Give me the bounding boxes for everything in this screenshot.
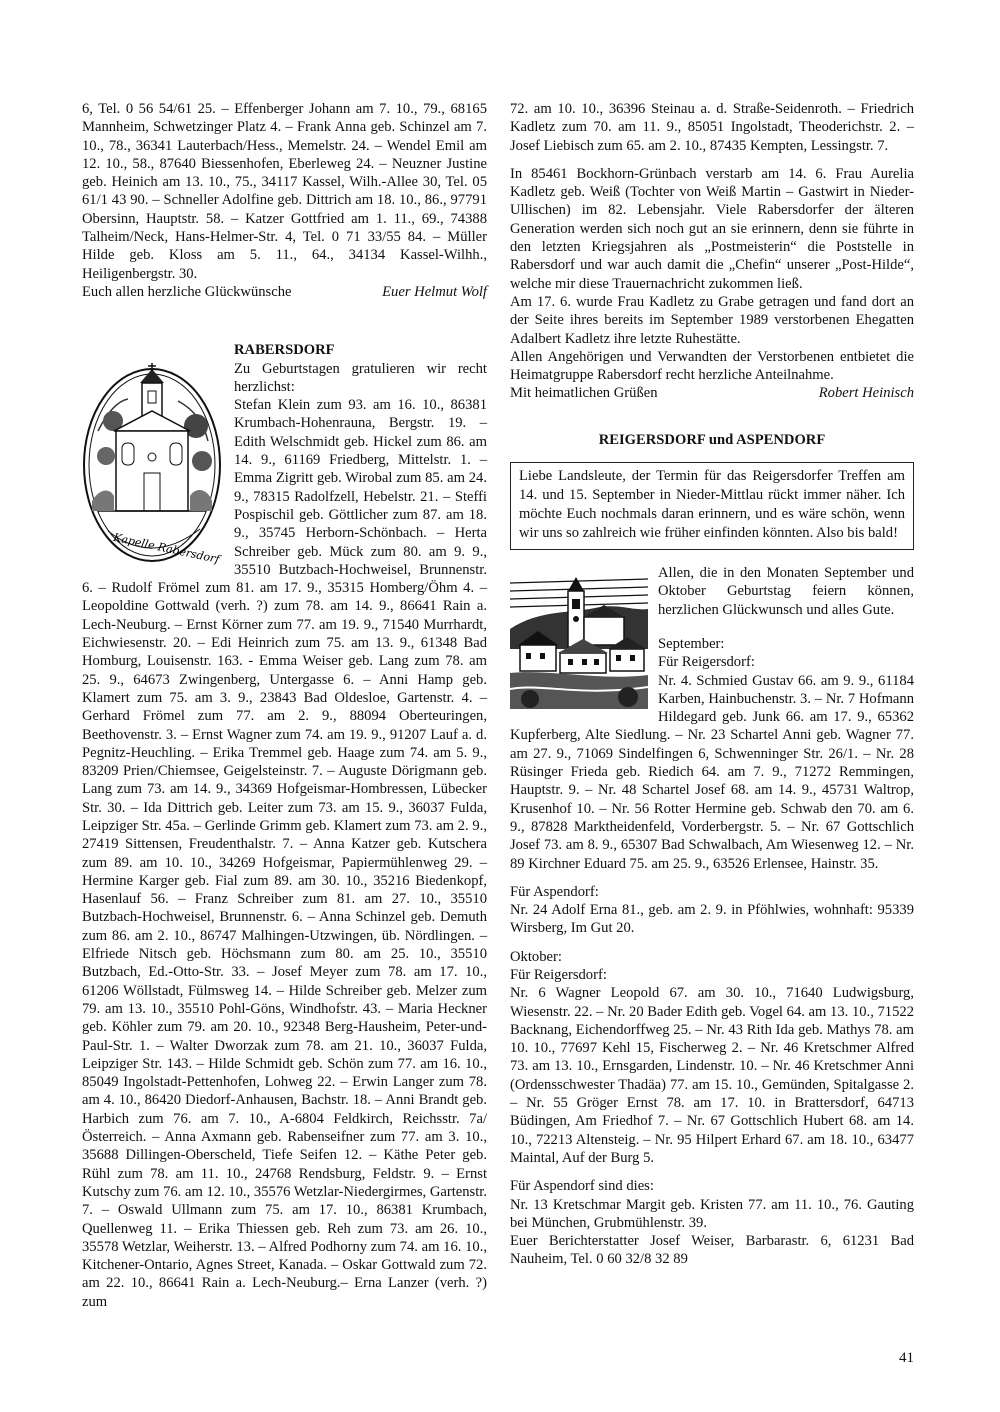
reigersdorf-intro: Allen, die in den Monaten September und Oktober Geburtstag feiern können, herzlichen Glückwunsch und alles Gute.: [658, 565, 914, 618]
label-fuer-reigersdorf-oktober: Für Reigersdorf:: [510, 966, 607, 983]
reporter-contact: Euer Berichterstatter Josef Weiser, Barbarastr. 6, 61231 Bad Nauheim, Tel. 0 60 32/8 32 89: [510, 1233, 914, 1268]
rabersdorf-birthday-list: Stefan Klein zum 93. am 16. 10., 86381 Krumbach-Hohenrauna, Bergstr. 19. – Edith Welschmidt geb. Hickel zum 86. am 14. 9., 61169 Friedberg, Mittelstr. 1. – Emma Zigritt geb. Wirobal zum 85. am 24. 9., 78315 Radolfzell, Hebelstr. 21. – Steffi Pospischil geb. Göttlicher zum 87. am 18. 9., 35745 Herborn-Schönbach. – Herta Schreiber geb. Mück zum 80. am 9. 9., 35510 Butzbach-Hochweisel, Brunnenstr. 6. – Rudolf Frömel zum 81. am 17. 9., 35315 Homberg/Öhm 4. – Leopoldine Gottwald (verh. ?) zum 78. am 14. 9., 86641 Rain a. Lech-Neuburg. – Ernst Körner zum 77. am 19. 9., 71540 Murrhardt, Eichwiesenstr. 20. – Edi Heinrich zum 75. am 13. 9., 61348 Bad Homburg, Louisenstr. 163. - Emma Weiser geb. Lang zum 78. am 25. 9., 64673 Zwingenberg, Untergasse 6. – Anni Hamp geb. Klamert zum 75. am 3. 9., 23843 Bad Oldesloe, Gartenstr. 4. – Gerhard Frömel zum 77. am 2. 9., 88094 Oberteuringen, Beethovenstr. 3. – Ernst Wagner zum 74. am 19. 9., 91207 Lauf a. d. Pegnitz-Heuchling. – Erika Tremmel geb. Haage zum 74. am 5. 9., 83209 Prien/Chiemsee, Geigelsteinstr. 7. – Auguste Dörigmann geb. Lang zum 73. am 14. 9., 34369 Hofgeismar-Hombressen, Lübecker Str. 30. – Ida Dittrich geb. Leiter zum 73. am 15. 9., 36037 Fulda, Leipziger Str. 45a. – Gerlinde Grimm geb. Klamert zum 73. am 2. 9., 27419 Sittensen, Freudenthalstr. 7. – Anna Katzer geb. Kutschera zum 89. am 10. 10., 34269 Hofgeismar, Papiermühlenweg 29. – Hermine Karger geb. Fial zum 89. am 30. 10., 35216 Biedenkopf, Hasenlauf 56. – Franz Schreiber zum 81. am 27. 10., 35510 Butzbach-Hochweisel, Brunnenstr. 6. – Anna Schinzel geb. Demuth zum 86. am 2. 10., 86747 Malhingen-Utzwingen, üb. Nördlingen. – Elfriede Nitsch geb. Höchsmann zum 80. am 25. 10., 35510 Butzbach, Ed.-Otto-Str. 33. – Josef Meyer zum 78. am 17. 10., 61206 Wöllstadt, Fülmsweg 14. – Hilde Schreiber geb. Melzer zum 79. am 13. 10., 35510 Pohl-Göns, Windhofstr. 43. – Maria Heckner geb. Köhler zum 79. am 20. 10., 92348 Berg-Hausheim, Peter-und-Paul-Str. 1. – Walter Dworzak zum 78. am 21. 10., 36037 Fulda, Leipziger Str. 143. – Hilde Schmidt geb. Schön zum 77. am 16. 10., 85049 Ingolstadt-Pettenhofen, Lohweg 22. – Erwin Langer zum 78. am 4. 10., 86420 Diedorf-Anhausen, Bachstr. 18. – Anni Brandt geb. Harbich zum 76. am 7. 10., A-6804 Feldkirch, Reichsstr. 7a/Österreich. – Anna Axmann geb. Rabenseifner zum 77. am 3. 10., 35688 Dillingen-Oberscheld, Tiefe Seifen 12. – Käthe Peter geb. Rühl zum 78. am 11. 10., 24768 Rendsburg, Feldstr. 9. – Ernst Kutschy zum 76. am 12. 10., 35576 Wetzlar-Niedergirmes, Gartenstr. 7. – Oswald Ullmann zum 75. am 17. 10., 86381 Krumbach, Quellenweg 11. – Erika Thiessen geb. Reh zum 73. am 26. 10., 35578 Wetzlar, Weiherstr. 13. – Alfred Podhorny zum 74. am 16. 10., Kitchener-Ontario, Agnes Street, Kanada. – Oskar Gottwald zum 72. am 22. 10., 86641 Rain a. Lech-Neuburg.– Erna Lanzer (verh. ?) zum: [82, 397, 487, 1310]
page-number: 41: [899, 1350, 914, 1366]
signature-robert-heinisch: Robert Heinisch: [818, 385, 914, 402]
notice-box: [510, 462, 914, 550]
label-fuer-reigersdorf: Für Reigersdorf:: [658, 654, 755, 671]
signature-helmut-wolf: Euer Helmut Wolf: [382, 283, 487, 300]
month-oktober: Oktober:: [510, 948, 562, 965]
right-column: [510, 100, 914, 1269]
september-reigersdorf-list: Nr. 4. Schmied Gustav 66. am 9. 9., 61184 Karben, Hainbuchenstr. 3. – Nr. 7 Hofmann Hildegard geb. Junk 66. am 17. 9., 65362 Kupferberg, Alte Siedlung. – Nr. 23 Schartel Anni geb. Wagner 77. am 27. 9., 71069 Sindelfingen 6, Schwenninger Str. 26/1. – Nr. 28 Rüsinger Frieda geb. Riedich 64. am 7. 9., 71272 Remmingen, Hauptstr. 9. – Nr. 48 Schartel Josef 68. am 14. 9., 45731 Waltrop, Krusenhof 10. – Nr. 56 Rotter Hermine geb. Schwab den 70. am 6. 9., 87828 Marktheidenfeld, Vorderbergstr. 5. – Nr. 67 Gottschlich Josef 73. am 8. 9., 65307 Bad Schwalbach, Am Wiesenweg 12. – Nr. 89 Kirchner Eduard 75. am 25. 9., 63526 Erlensee, Hainstr. 35.: [510, 672, 914, 872]
section-title-reigersdorf: REIGERSDORF und ASPENDORF: [598, 431, 826, 448]
obituary-paragraph: In 85461 Bockhorn-Grünbach verstarb am 14. 6. Frau Aurelia Kadletz geb. Weiß (Tochter von Weiß Martin – Gastwirt in Nieder-Ullischen) im 82. Lebensjahr. Viele Rabersdorfer der älteren Generation werden sich noch gut an sie erinnern, denn sie führte in den letzten Kriegsjahren als „Postmeisterin“ die Poststelle in Rabersdorf und war auch damit die „Chefin“ unserer „Post-Hilde“, welche mir diese Trauernachricht zukommen ließ.: [510, 165, 914, 292]
birthday-list-continued: 6, Tel. 0 56 54/61 25. – Effenberger Johann am 7. 10., 79., 68165 Mannheim, Schwetzinger Platz 4. – Frank Anna geb. Schinzel am 7. 10., 78., 36341 Lauterbach/Hess., Memelstr. 24. – Wendel Emil am 12. 10., 58., 87640 Biessenhofen, Eberleweg 24. – Neuzner Justine geb. Heinich am 13. 10., 75., 34117 Kassel, Wilh.-Allee 30, Tel. 05 61/1 43 90. – Schneller Adolfine geb. Dittrich am 18. 10., 86., 97791 Obersinn, Hauptstr. 58. – Katzer Gottfried am 1. 11., 69., 74388 Talheim/Neck, Hans-Helmer-Str. 4, Tel. 0 71 33/55 84. – Müller Hilde geb. Kloss am 5. 11., 64., 34134 Kassel-Wilhh., Heiligenbergstr. 30.: [82, 101, 487, 282]
chapel-emblem: [78, 361, 228, 569]
greeting-text: Mit heimatlichen Grüßen: [510, 385, 658, 402]
closing-text: Euch allen herzliche Glückwünsche: [82, 283, 292, 300]
september-aspendorf-list: Nr. 24 Adolf Erna 81., geb. am 2. 9. in Pföhlwies, wohnhaft: 95339 Wirsberg, Im Gut 20.: [510, 902, 914, 937]
obituary-condolence: Allen Angehörigen und Verwandten der Verstorbenen entbietet die Heimatgruppe Rabersdorf recht herzliche Anteilnahme.: [510, 348, 914, 384]
village-illustration: [510, 569, 648, 709]
notice-text: Liebe Landsleute, der Termin für das Reigersdorfer Treffen am 14. und 15. September in Nieder-Mittlau rückt immer näher. Ich möchte Euch nochmals daran erinnern, und es wäre schön, wenn wir uns so zahlreich wie früher einfinden könnten. Also bis bald!: [519, 468, 905, 542]
greeting-line: [510, 384, 914, 402]
label-fuer-aspendorf-sind: Für Aspendorf sind dies:: [510, 1178, 654, 1195]
obituary-burial: Am 17. 6. wurde Frau Kadletz zu Grabe getragen und fand dort an der Seite ihres bereits im September 1989 verstorbenen Ehegatten Adalbert Kadletz ihre letzte Ruhestätte.: [510, 293, 914, 347]
section-title-rabersdorf: RABERSDORF: [234, 342, 335, 359]
rabersdorf-intro: Zu Geburtstagen gratulieren wir recht herzlichst:: [234, 360, 487, 395]
oktober-reigersdorf-list: Nr. 6 Wagner Leopold 67. am 30. 10., 71640 Ludwigsburg, Wiesenstr. 22. – Nr. 20 Bader Edith geb. Vogel 64. am 13. 10., 71522 Backnang, Eichendorffweg 25. – Nr. 43 Rith Ida geb. Mathys 78. am 10. 10., 77697 Kehl 15, Fischerweg 2. – Nr. 46 Kretschmer Alfred 73. am 13. 10., Ernsgarden, Lindenstr. 10. – Nr. 46 Kretschmer Anni (Ordensschwester Thadäa) 77. am 15. 10., Gemünden, Spitalgasse 2. – Nr. 55 Gröger Ernst 78. am 17. 10. in Brattersdorf, 64713 Büdingen, Am Friedhof 7. – Nr. 67 Gottschlich Hubert 68. am 14. 10., 72213 Altensteig. – Nr. 95 Hilpert Erhard 67. am 18. 10., 63477 Maintal, Auf der Burg 5.: [510, 985, 914, 1166]
closing-line: [82, 283, 487, 301]
month-september: September:: [658, 635, 725, 652]
oktober-aspendorf-list: Nr. 13 Kretschmar Margit geb. Kristen 77. am 11. 10., 76. Gauting bei München, Grubmühlenstr. 39.: [510, 1196, 914, 1231]
rabersdorf-section: [82, 341, 487, 1311]
rabersdorf-header: [232, 341, 487, 396]
label-fuer-aspendorf: Für Aspendorf:: [510, 883, 599, 900]
left-column: [82, 100, 487, 1311]
birthday-list-end: 72. am 10. 10., 36396 Steinau a. d. Straße-Seidenroth. – Friedrich Kadletz zum 70. am 11. 9., 85051 Ingolstadt, Theoderichstr. 2. – Josef Liebisch zum 65. am 2. 10., 87435 Kempten, Lessingstr. 7.: [510, 101, 914, 154]
emblem-text: Kapelle Rabersdorf: [112, 531, 221, 567]
